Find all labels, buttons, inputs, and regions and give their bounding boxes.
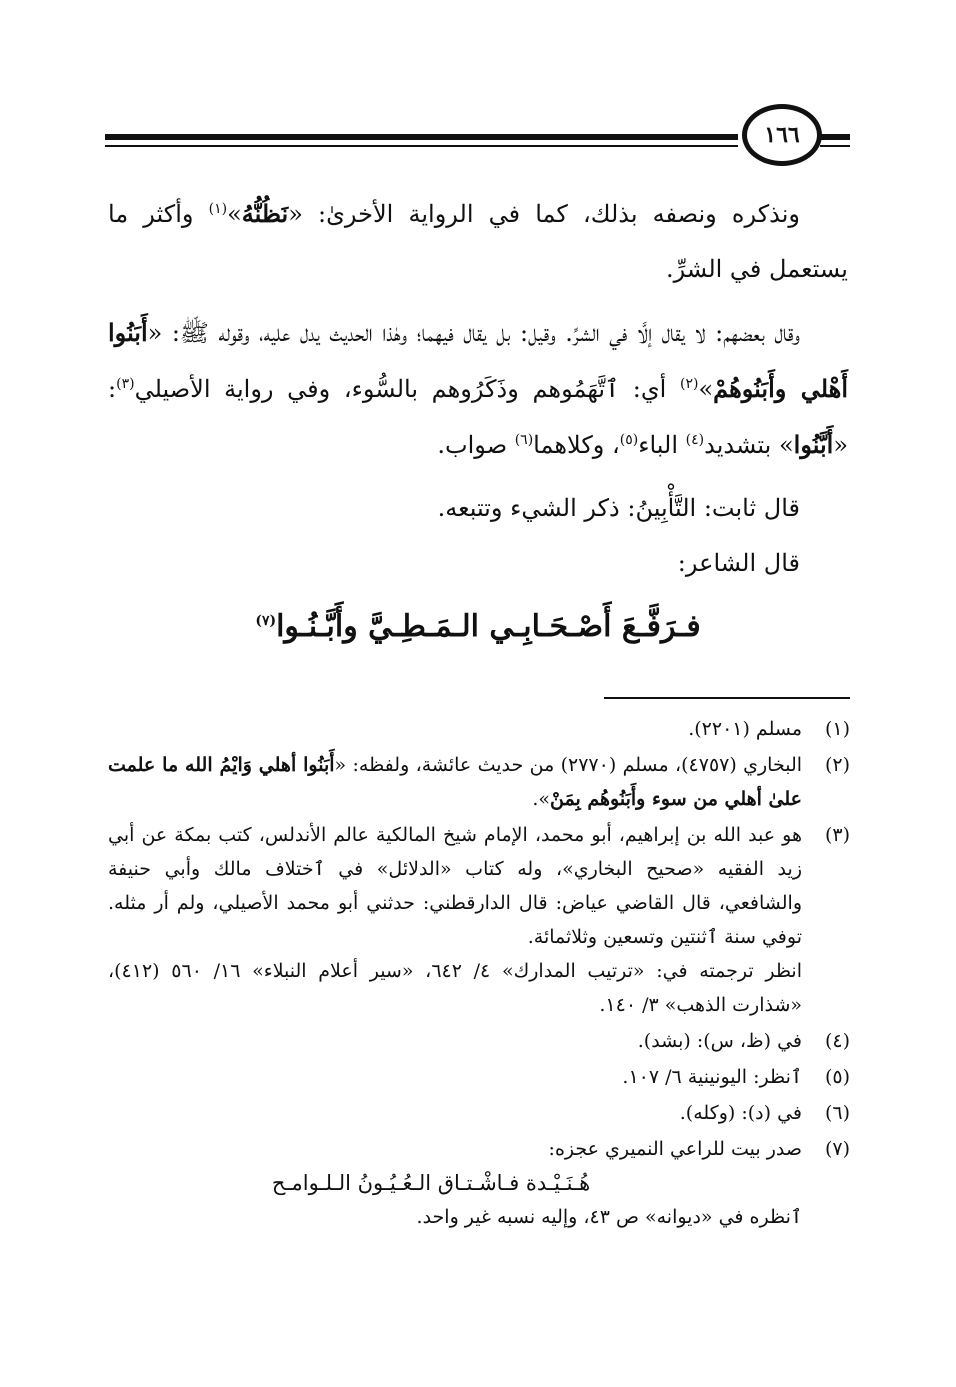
footnote-ref: (٣) bbox=[116, 376, 135, 392]
header-rule-right-thin bbox=[820, 145, 850, 147]
line-thabit: قال ثابت: التَّأْبِينُ: ذكر الشيء وتتبعه. bbox=[437, 494, 800, 522]
footnote-ref: (٢) bbox=[680, 376, 699, 392]
text-span: وقال بعضهم: لا يقال إلَّا في الشرِّ. وقيل: بل يقال فيهما؛ وهٰذا الحديث يدل عليه، وقوله ﷺ: « bbox=[147, 319, 800, 347]
footnote-6 bbox=[108, 1096, 850, 1130]
hadith-quote: نَظُنُّهُ bbox=[241, 199, 289, 228]
footnote-ref: (٤) bbox=[685, 432, 705, 448]
footnote-number: (١) bbox=[824, 718, 850, 740]
page-header bbox=[105, 104, 850, 168]
footnote-number: (٥) bbox=[824, 1066, 850, 1088]
page-number: ١٦٦ bbox=[742, 104, 822, 166]
text-span: أي: ٱتَّهَمُوهم وذَكَرُوهم بالسُّوء، وفي رواية الأصيلي bbox=[134, 375, 680, 403]
text-span: : « bbox=[108, 375, 848, 459]
hadith-quote: أَبَنُوا أهلي وَايْمُ الله ما علمت علىٰ أهلي من سوء وأَبَنُوهُم بِمَنْ bbox=[108, 754, 802, 810]
footnote-number: (٣) bbox=[824, 824, 850, 846]
footnote-verse: هُـنَـيْـدة فـاشْـتـاق الـعُـيُـونُ الـلـوامـح bbox=[271, 1171, 591, 1195]
footnote-text: هو عبد الله بن إبراهيم، أبو محمد، الإمام شيخ المالكية عالم الأندلس، كتب بمكة عن أبي زيد الفقيه «صحيح البخاري»، وله كتاب «الدلائل» في ٱختلاف مالك وأبي حنيفة والشافعي، قال القاضي عياض: قال الدارقطني: حدثني أبو محمد الأصيلي، ولم أر مثله. توفي سنة ٱثنتين وتسعين وثلاثمائة. bbox=[108, 824, 802, 948]
footnote-ref: (٦) bbox=[514, 432, 534, 448]
paragraph-1 bbox=[108, 186, 848, 297]
footnote-2 bbox=[108, 748, 850, 816]
header-rule bbox=[105, 134, 738, 140]
footnote-ref: (٥) bbox=[619, 432, 639, 448]
hadith-quote: أَبَنُوا أَهْلي وأَبَنُوهُمْ bbox=[108, 318, 849, 403]
footnote-continuation: انظر ترجمته في: «ترتيب المدارك» ٤/ ٦٤٢، «سير أعلام النبلاء» ١٦/ ٥٦٠ (٤١٢)، «شذارت الذهب» ٣/ ١٤٠. bbox=[108, 960, 802, 1016]
main-text bbox=[108, 186, 848, 657]
footnote-number: (٧) bbox=[824, 1138, 850, 1160]
verse-text: فـرَفَّـعَ أَصْـحَـابِـي الـمَـطِـيَّ وأَبَّـنُـوا bbox=[276, 609, 701, 644]
paragraph-2 bbox=[108, 305, 848, 473]
footnote-text: في (ظ، س): (بشد). bbox=[637, 1030, 802, 1052]
footnote-text: ». bbox=[532, 788, 551, 810]
footnote-ref: (٧) bbox=[255, 613, 277, 629]
footnote-number: (٢) bbox=[824, 754, 850, 776]
text-span: ، وكلاهما bbox=[533, 431, 620, 459]
footnote-5 bbox=[108, 1060, 850, 1094]
footnotes bbox=[108, 712, 850, 1236]
text-span: الباء bbox=[638, 431, 686, 459]
text-span: » بتشديد bbox=[704, 431, 794, 459]
footnote-continuation: ٱنظره في «ديوانه» ص ٤٣، وإليه نسبه غير واحد. bbox=[416, 1206, 802, 1228]
text-span: ونذكره ونصفه بذلك، كما في الرواية الأخرىٰ: « bbox=[288, 200, 800, 228]
text-span: » bbox=[227, 200, 242, 228]
footnote-text: في (د): (وكله). bbox=[679, 1102, 802, 1124]
hadith-quote: أَبَّنُوا bbox=[793, 430, 834, 459]
footnote-text: صدر بيت للراعي النميري عجزه: bbox=[548, 1138, 802, 1160]
footnote-4 bbox=[108, 1024, 850, 1058]
footnote-separator bbox=[604, 697, 850, 699]
footnote-number: (٦) bbox=[824, 1102, 850, 1124]
footnote-text: البخاري (٤٧٥٧)، مسلم (٢٧٧٠) من حديث عائشة، ولفظه: « bbox=[334, 754, 803, 776]
poetry-verse bbox=[108, 597, 848, 657]
text-span: » bbox=[698, 375, 714, 403]
footnote-3 bbox=[108, 818, 850, 1022]
text-span: صواب. bbox=[437, 431, 515, 459]
header-rule-right bbox=[820, 134, 850, 140]
header-rule-thin bbox=[105, 145, 738, 147]
footnote-number: (٤) bbox=[824, 1030, 850, 1052]
footnote-7 bbox=[108, 1132, 850, 1234]
footnote-text: مسلم (٢٢٠١). bbox=[688, 718, 802, 740]
footnote-ref: (١) bbox=[208, 201, 228, 217]
text-span: وأكثر ما يستعمل في الشرِّ. bbox=[108, 200, 848, 283]
line-poet: قال الشاعر: bbox=[677, 549, 800, 577]
footnote-1 bbox=[108, 712, 850, 746]
footnote-text: ٱنظر: اليونينية ٦/ ١٠٧. bbox=[622, 1066, 802, 1088]
